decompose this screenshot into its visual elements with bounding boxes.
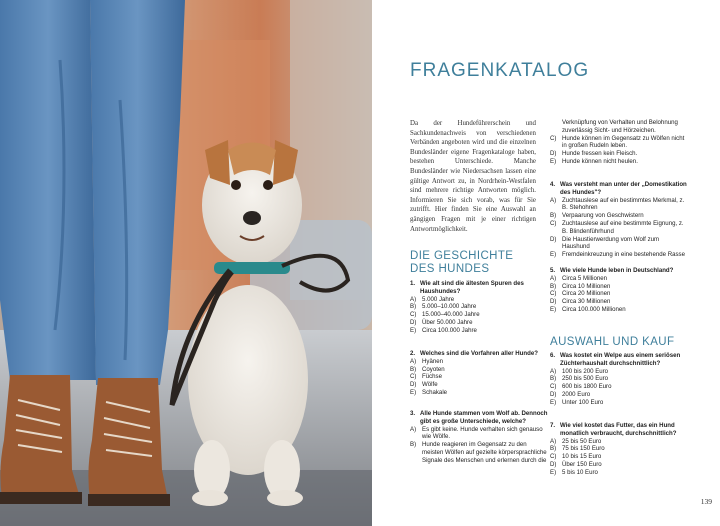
answer-option: A) 100 bis 200 Euro xyxy=(550,367,609,375)
answer-option: C) 10 bis 15 Euro xyxy=(550,453,602,461)
answer-option: E) Fremdeinkreuzung in eine bestehende Rasse xyxy=(550,251,685,259)
answer-option: D) Hunde fressen kein Fleisch. xyxy=(550,150,638,158)
answer-option: B) 250 bis 500 Euro xyxy=(550,375,609,383)
answer-option: A) Hyänen xyxy=(410,357,444,365)
answer-option: D) 2000 Euro xyxy=(550,390,591,398)
answer-option: E) Schakale xyxy=(410,388,448,396)
answer-continuation: Verknüpfung von Verhalten und Belohnung zuverlässig Sicht- und Hörzeichen. xyxy=(562,119,678,134)
question-block xyxy=(550,181,688,259)
question-text: 5. Wie viele Hunde leben in Deutschland? xyxy=(550,267,674,274)
page-number: 139 xyxy=(700,497,712,506)
answer-option: E) Circa 100.000 Jahre xyxy=(410,326,477,334)
question-block xyxy=(550,422,688,477)
answer-option: D) Die Haustierwerdung vom Wolf zum Haushund xyxy=(550,235,660,251)
answer-option: A) Circa 5 Millionen xyxy=(550,274,608,282)
question-text: 1. Wie alt sind die ältesten Spuren des Haushundes? xyxy=(410,280,524,295)
answer-option: A) 25 bis 50 Euro xyxy=(550,437,602,445)
answer-option: A) 5.000 Jahre xyxy=(410,295,455,303)
answer-option: B) Verpaarung von Geschwistern xyxy=(550,212,644,220)
section-heading-purchase: AUSWAHL UND KAUF xyxy=(550,336,675,348)
answer-option: D) Circa 30 Millionen xyxy=(550,298,611,306)
answer-option: B) 5.000–10.000 Jahre xyxy=(410,303,477,311)
answer-option: C) Zuchtauslese auf eine bestimmte Eignung, z. B. Blindenführhund xyxy=(550,219,684,235)
answer-option: C) 600 bis 1800 Euro xyxy=(550,383,612,391)
answer-option: E) Unter 100 Euro xyxy=(550,398,604,406)
answer-option: C) Hunde können im Gegensatz zu Wölfen nicht in großen Rudeln leben. xyxy=(550,134,685,150)
question-block xyxy=(550,352,688,407)
question-block xyxy=(410,410,548,465)
answer-option: E) 5 bis 10 Euro xyxy=(550,468,598,476)
answer-option: A) Es gibt keine. Hunde verhalten sich genauso wie Wölfe. xyxy=(410,425,543,441)
question-text: 6. Was kostet ein Welpe aus einem seriösen Züchterhaushalt durchschnittlich? xyxy=(550,352,681,367)
question-text: 4. Was versteht man unter der „Domestikation des Hundes"? xyxy=(550,181,687,196)
answer-option: E) Circa 100.000 Millionen xyxy=(550,305,626,313)
answer-option: B) 75 bis 150 Euro xyxy=(550,445,605,453)
question-text: 3. Alle Hunde stammen vom Wolf ab. Dennoch gibt es große Unterschiede, welche? xyxy=(410,410,548,425)
answer-option: C) Circa 20 Millionen xyxy=(550,290,611,298)
question-text: 7. Wie viel kostet das Futter, das ein Hund monatlich verbraucht, durchschnittlich? xyxy=(550,422,677,437)
answer-option: B) Hunde reagieren im Gegensatz zu den meisten Wölfen auf gezielte körpersprachliche Signale des Menschen und erlernen durch die xyxy=(410,441,547,464)
answer-option: C) Füchse xyxy=(410,373,442,381)
section-heading-history: DIE GESCHICHTE DES HUNDES xyxy=(410,250,514,275)
answer-option: D) Über 150 Euro xyxy=(550,460,602,468)
text-page xyxy=(372,0,720,526)
answer-option: B) Circa 10 Millionen xyxy=(550,282,611,290)
question-block xyxy=(550,267,688,314)
answer-option: D) Wölfe xyxy=(410,381,438,389)
answer-option: A) Zuchtauslese auf ein bestimmtes Merkmal, z. B. Stehohren xyxy=(550,196,685,212)
answer-option: C) 15.000–40.000 Jahre xyxy=(410,311,480,319)
page-title: FRAGENKATALOG xyxy=(410,60,590,81)
answer-option: E) Hunde können nicht heulen. xyxy=(550,157,638,165)
question-block xyxy=(410,280,548,335)
answer-option: B) Coyoten xyxy=(410,365,445,373)
question-block xyxy=(410,350,548,397)
intro-paragraph: Da der Hundeführerschein und Sachkundenachweis von verschiedenen Verbänden angeboten wird und die einzelnen Bundesländer eigene Fragenkataloge haben, bestehen Unterschiede. Manche Bundesländer wie Niedersachsen lassen eine gültige Antwort zu, in Nordrhein-Westfalen sind mehrere richtige Antworten möglich. Informieren Sie sich vorab, was für Sie zutrifft. Hier finden Sie eine Auswahl an gängigen Fragen mit je einer richtigen Antwortmöglichkeit. xyxy=(410,120,536,233)
question-text: 2. Welches sind die Vorfahren aller Hunde? xyxy=(410,350,538,357)
answer-option: D) Über 50.000 Jahre xyxy=(410,318,473,326)
question-block-continued xyxy=(550,119,688,166)
